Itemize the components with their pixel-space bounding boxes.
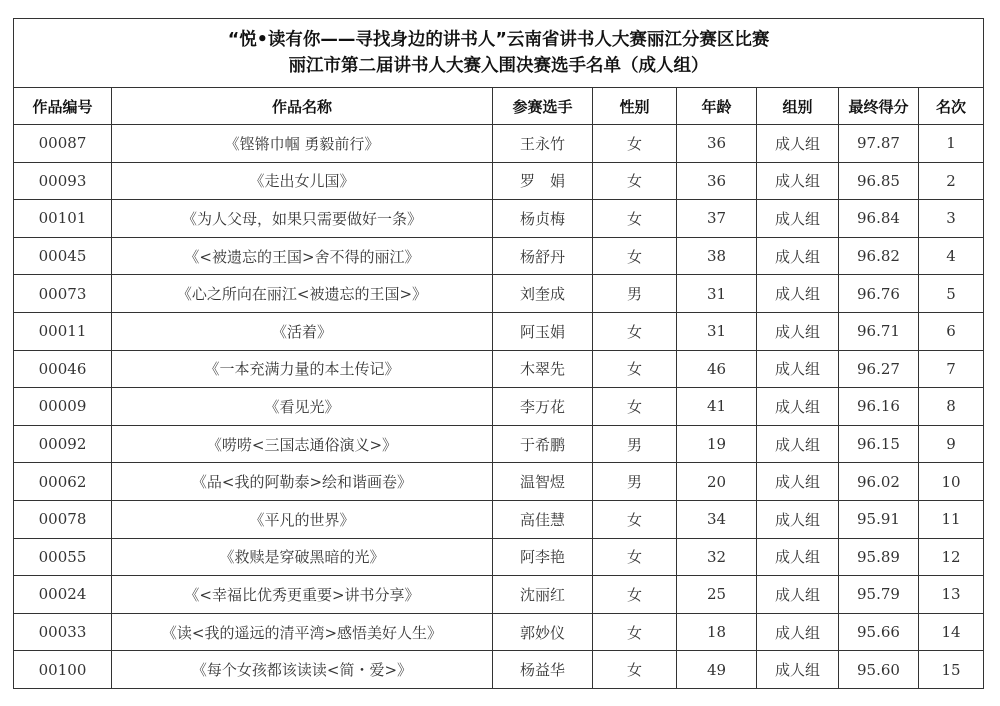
cell-rank: 13 [919,576,984,614]
title-row [14,19,984,88]
cell-work-id: 00045 [14,237,112,275]
cell-gender: 女 [593,576,677,614]
cell-gender: 女 [593,237,677,275]
table-row [14,651,984,689]
table-row [14,425,984,463]
cell-work-id: 00033 [14,613,112,651]
cell-contestant: 杨舒丹 [493,237,593,275]
cell-group: 成人组 [757,651,839,689]
cell-group: 成人组 [757,425,839,463]
document-title [14,19,984,88]
cell-work-id: 00087 [14,125,112,163]
cell-gender: 女 [593,388,677,426]
cell-contestant: 阿玉娟 [493,312,593,350]
cell-rank: 11 [919,500,984,538]
cell-rank: 9 [919,425,984,463]
cell-final-score: 95.79 [839,576,919,614]
cell-rank: 2 [919,162,984,200]
cell-work-id: 00078 [14,500,112,538]
cell-group: 成人组 [757,200,839,238]
title-line-2: 丽江市第二届讲书人大赛入围决赛选手名单（成人组） [288,56,709,76]
cell-work-title: 《唠唠<三国志通俗演义>》 [112,425,493,463]
cell-rank: 7 [919,350,984,388]
cell-work-title: 《平凡的世界》 [112,500,493,538]
cell-work-title: 《活着》 [112,312,493,350]
cell-age: 46 [677,350,757,388]
cell-age: 36 [677,125,757,163]
cell-gender: 男 [593,463,677,501]
cell-work-title: 《每个女孩都该读读<简・爱>》 [112,651,493,689]
cell-work-id: 00055 [14,538,112,576]
cell-age: 25 [677,576,757,614]
cell-contestant: 阿李艳 [493,538,593,576]
cell-work-id: 00011 [14,312,112,350]
cell-age: 34 [677,500,757,538]
cell-work-id: 00062 [14,463,112,501]
cell-final-score: 96.82 [839,237,919,275]
cell-group: 成人组 [757,463,839,501]
cell-age: 31 [677,312,757,350]
cell-final-score: 96.16 [839,388,919,426]
cell-contestant: 李万花 [493,388,593,426]
cell-group: 成人组 [757,312,839,350]
cell-gender: 女 [593,613,677,651]
cell-gender: 男 [593,275,677,313]
cell-rank: 8 [919,388,984,426]
cell-final-score: 95.89 [839,538,919,576]
cell-group: 成人组 [757,500,839,538]
cell-gender: 女 [593,500,677,538]
cell-age: 38 [677,237,757,275]
finalist-table [13,18,984,689]
cell-final-score: 96.02 [839,463,919,501]
cell-final-score: 96.76 [839,275,919,313]
cell-rank: 4 [919,237,984,275]
cell-age: 18 [677,613,757,651]
cell-work-title: 《读<我的遥远的清平湾>感悟美好人生》 [112,613,493,651]
cell-rank: 14 [919,613,984,651]
cell-work-id: 00009 [14,388,112,426]
table-row [14,350,984,388]
table-row [14,237,984,275]
cell-work-title: 《<幸福比优秀更重要>讲书分享》 [112,576,493,614]
cell-age: 32 [677,538,757,576]
table-row [14,613,984,651]
table-row [14,538,984,576]
cell-gender: 女 [593,651,677,689]
cell-work-title: 《救赎是穿破黑暗的光》 [112,538,493,576]
cell-gender: 女 [593,200,677,238]
cell-work-id: 00073 [14,275,112,313]
cell-final-score: 96.15 [839,425,919,463]
cell-work-id: 00101 [14,200,112,238]
cell-age: 49 [677,651,757,689]
title-line-1: “悦•读有你——寻找身边的讲书人”云南省讲书人大赛丽江分赛区比赛 [227,30,770,50]
cell-final-score: 97.87 [839,125,919,163]
cell-contestant: 于希鹏 [493,425,593,463]
cell-work-title: 《走出女儿国》 [112,162,493,200]
cell-work-title: 《心之所向在丽江<被遗忘的王国>》 [112,275,493,313]
header-age: 年龄 [677,88,757,125]
cell-group: 成人组 [757,613,839,651]
cell-contestant: 木翠先 [493,350,593,388]
cell-work-id: 00092 [14,425,112,463]
cell-group: 成人组 [757,162,839,200]
cell-contestant: 王永竹 [493,125,593,163]
cell-rank: 1 [919,125,984,163]
cell-age: 31 [677,275,757,313]
table-row [14,576,984,614]
cell-rank: 10 [919,463,984,501]
cell-group: 成人组 [757,237,839,275]
cell-contestant: 高佳慧 [493,500,593,538]
cell-rank: 5 [919,275,984,313]
finalist-list-document [13,18,983,689]
cell-age: 36 [677,162,757,200]
cell-work-id: 00024 [14,576,112,614]
cell-gender: 女 [593,162,677,200]
cell-rank: 3 [919,200,984,238]
cell-age: 37 [677,200,757,238]
cell-age: 41 [677,388,757,426]
cell-gender: 女 [593,312,677,350]
cell-final-score: 96.85 [839,162,919,200]
cell-group: 成人组 [757,576,839,614]
table-row [14,388,984,426]
cell-final-score: 96.84 [839,200,919,238]
cell-group: 成人组 [757,125,839,163]
cell-rank: 6 [919,312,984,350]
header-contestant: 参赛选手 [493,88,593,125]
cell-contestant: 温智煜 [493,463,593,501]
table-row [14,125,984,163]
cell-final-score: 96.71 [839,312,919,350]
cell-work-title: 《一本充满力量的本土传记》 [112,350,493,388]
cell-work-title: 《品<我的阿勒泰>绘和谐画卷》 [112,463,493,501]
cell-group: 成人组 [757,275,839,313]
cell-group: 成人组 [757,388,839,426]
cell-work-title: 《看见光》 [112,388,493,426]
cell-final-score: 95.66 [839,613,919,651]
cell-work-id: 00100 [14,651,112,689]
table-row [14,275,984,313]
cell-gender: 女 [593,538,677,576]
header-row [14,88,984,125]
cell-rank: 12 [919,538,984,576]
cell-group: 成人组 [757,350,839,388]
table-row [14,312,984,350]
cell-age: 19 [677,425,757,463]
cell-rank: 15 [919,651,984,689]
cell-work-title: 《铿锵巾帼 勇毅前行》 [112,125,493,163]
cell-final-score: 95.60 [839,651,919,689]
table-row [14,162,984,200]
cell-work-title: 《<被遗忘的王国>舍不得的丽江》 [112,237,493,275]
cell-work-id: 00093 [14,162,112,200]
header-gender: 性别 [593,88,677,125]
cell-age: 20 [677,463,757,501]
cell-contestant: 罗 娟 [493,162,593,200]
cell-gender: 男 [593,425,677,463]
header-work-id: 作品编号 [14,88,112,125]
header-rank: 名次 [919,88,984,125]
header-group: 组别 [757,88,839,125]
cell-gender: 女 [593,350,677,388]
table-row [14,200,984,238]
cell-work-title: 《为人父母，如果只需要做好一条》 [112,200,493,238]
cell-final-score: 95.91 [839,500,919,538]
table-row [14,463,984,501]
header-work-title: 作品名称 [112,88,493,125]
header-final-score: 最终得分 [839,88,919,125]
cell-final-score: 96.27 [839,350,919,388]
table-row [14,500,984,538]
cell-contestant: 郭妙仪 [493,613,593,651]
cell-gender: 女 [593,125,677,163]
cell-contestant: 沈丽红 [493,576,593,614]
cell-work-id: 00046 [14,350,112,388]
cell-contestant: 杨贞梅 [493,200,593,238]
cell-group: 成人组 [757,538,839,576]
cell-contestant: 杨益华 [493,651,593,689]
cell-contestant: 刘奎成 [493,275,593,313]
